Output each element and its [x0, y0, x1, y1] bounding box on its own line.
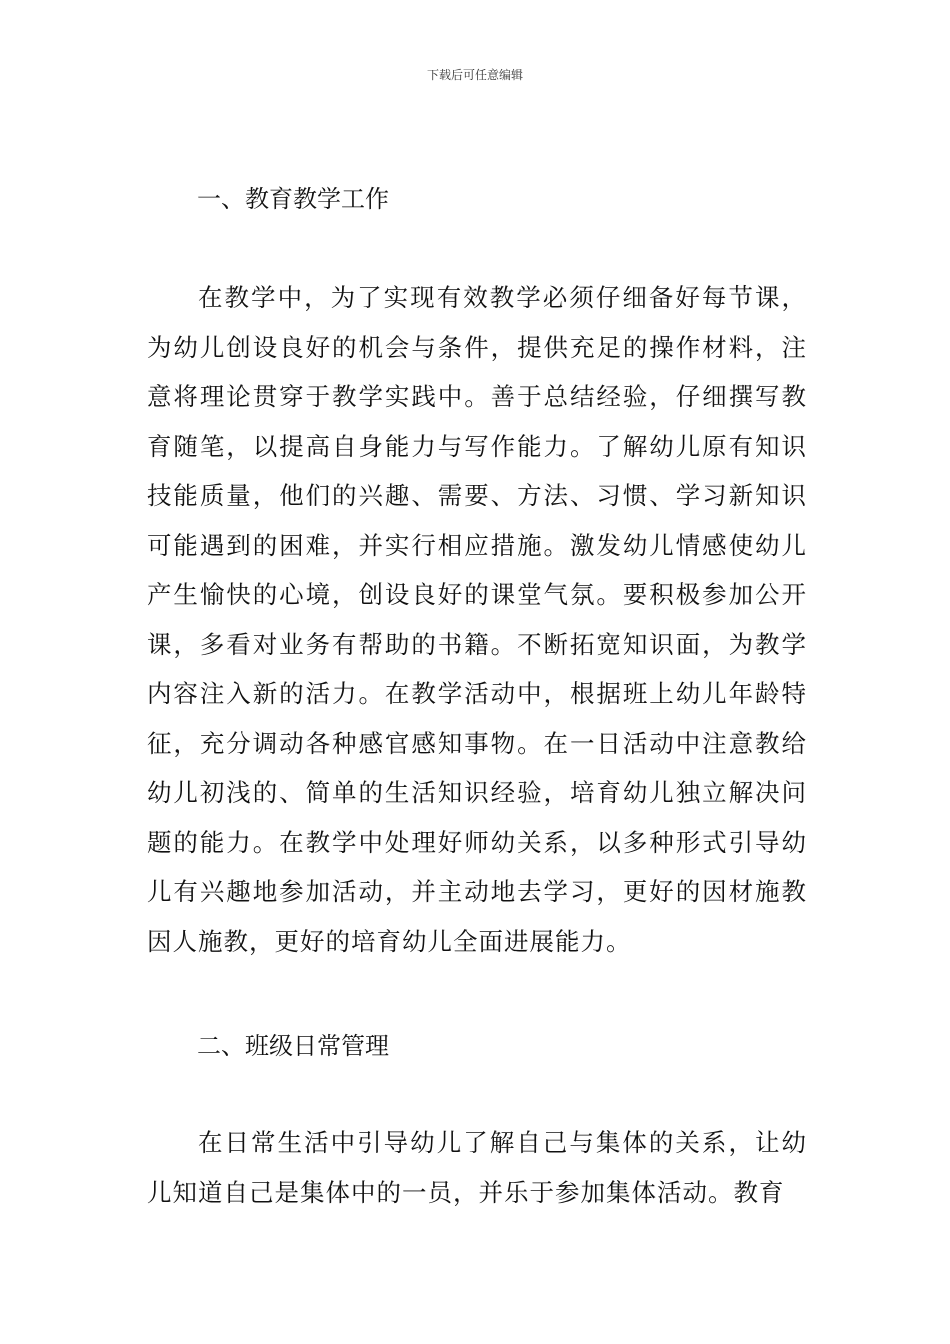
section-heading-teaching: 一、教育教学工作 [197, 185, 389, 213]
section-heading-class-management: 二、班级日常管理 [197, 1032, 389, 1060]
section-paragraph-teaching: 在教学中，为了实现有效教学必须仔细备好每节课，为幼儿创设良好的机会与条件，提供充足的操作材料，注意将理论贯穿于教学实践中。善于总结经验，仔细撰写教育随笔，以提高自身能力与写作能力。了解幼儿原有知识技能质量，他们的兴趣、需要、方法、习惯、学习新知识可能遇到的困难，并实行相应措施。激发幼儿情感使幼儿产生愉快的心境，创设良好的课堂气氛。要积极参加公开课，多看对业务有帮助的书籍。不断拓宽知识面，为教学内容注入新的活力。在教学活动中，根据班上幼儿年龄特征，充分调动各种感官感知事物。在一日活动中注意教给幼儿初浅的、简单的生活知识经验，培育幼儿独立解决问题的能力。在教学中处理好师幼关系，以多种形式引导幼儿有兴趣地参加活动，并主动地去学习，更好的因材施教因人施教，更好的培育幼儿全面进展能力。 [147, 283, 807, 956]
section-paragraph-class-management: 在日常生活中引导幼儿了解自己与集体的关系，让幼儿知道自己是集体中的一员，并乐于参加集体活动。教育 [147, 1128, 807, 1207]
page-header-note: 下载后可任意编辑 [426, 68, 523, 82]
